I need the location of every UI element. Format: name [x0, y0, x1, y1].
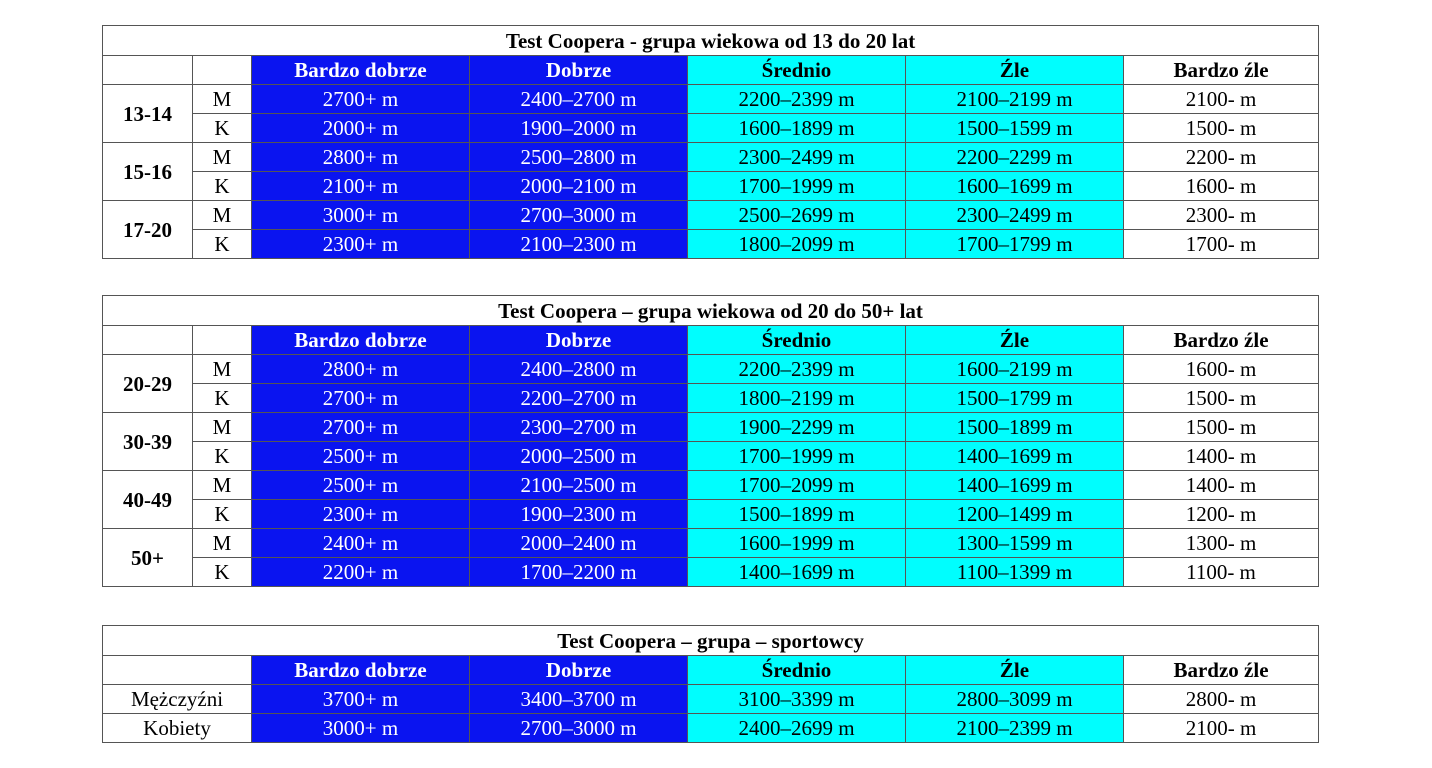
value-cell: 1700–2099 m	[688, 471, 906, 500]
value-cell: 1500- m	[1124, 413, 1319, 442]
sex-cell: K	[193, 384, 252, 413]
value-cell: 1200–1499 m	[906, 500, 1124, 529]
value-cell: 2400–2800 m	[470, 355, 688, 384]
header-very-bad: Bardzo źle	[1124, 326, 1319, 355]
value-cell: 1100- m	[1124, 558, 1319, 587]
value-cell: 1500–1899 m	[906, 413, 1124, 442]
table-row	[103, 114, 1319, 143]
value-cell: 2500+ m	[252, 471, 470, 500]
table-row	[103, 558, 1319, 587]
value-cell: 1400- m	[1124, 471, 1319, 500]
header-bad: Źle	[906, 56, 1124, 85]
age-group-cell: 17-20	[103, 201, 193, 259]
value-cell: 2800+ m	[252, 355, 470, 384]
value-cell: 1300–1599 m	[906, 529, 1124, 558]
value-cell: 1600- m	[1124, 355, 1319, 384]
table-row	[103, 355, 1319, 384]
value-cell: 3400–3700 m	[470, 685, 688, 714]
header-good: Dobrze	[470, 656, 688, 685]
value-cell: 2400+ m	[252, 529, 470, 558]
value-cell: 2200–2399 m	[688, 85, 906, 114]
value-cell: 2100–2300 m	[470, 230, 688, 259]
group-cell: Kobiety	[103, 714, 252, 743]
sex-cell: M	[193, 143, 252, 172]
value-cell: 2100- m	[1124, 85, 1319, 114]
value-cell: 1600–1699 m	[906, 172, 1124, 201]
age-group-cell: 50+	[103, 529, 193, 587]
table-row	[103, 413, 1319, 442]
value-cell: 2500+ m	[252, 442, 470, 471]
value-cell: 2100- m	[1124, 714, 1319, 743]
value-cell: 1400–1699 m	[906, 442, 1124, 471]
sex-cell: M	[193, 413, 252, 442]
age-group-cell: 15-16	[103, 143, 193, 201]
header-blank-cell	[193, 326, 252, 355]
value-cell: 1500- m	[1124, 384, 1319, 413]
header-blank-cell	[103, 326, 193, 355]
header-blank-cell	[103, 656, 252, 685]
value-cell: 2800–3099 m	[906, 685, 1124, 714]
value-cell: 1900–2299 m	[688, 413, 906, 442]
value-cell: 2700+ m	[252, 85, 470, 114]
sex-cell: K	[193, 442, 252, 471]
header-average: Średnio	[688, 656, 906, 685]
value-cell: 1700–2200 m	[470, 558, 688, 587]
header-good: Dobrze	[470, 56, 688, 85]
value-cell: 1500–1599 m	[906, 114, 1124, 143]
value-cell: 1900–2300 m	[470, 500, 688, 529]
header-very-bad: Bardzo źle	[1124, 56, 1319, 85]
value-cell: 1500–1899 m	[688, 500, 906, 529]
table-row	[103, 143, 1319, 172]
value-cell: 1400–1699 m	[688, 558, 906, 587]
value-cell: 2500–2699 m	[688, 201, 906, 230]
value-cell: 2100+ m	[252, 172, 470, 201]
table-row	[103, 172, 1319, 201]
value-cell: 2200–2399 m	[688, 355, 906, 384]
header-blank-cell	[193, 56, 252, 85]
value-cell: 2200–2299 m	[906, 143, 1124, 172]
table-row	[103, 201, 1319, 230]
table-row	[103, 529, 1319, 558]
value-cell: 2100–2399 m	[906, 714, 1124, 743]
table-row	[103, 230, 1319, 259]
value-cell: 2700–3000 m	[470, 714, 688, 743]
value-cell: 1700–1999 m	[688, 442, 906, 471]
value-cell: 3100–3399 m	[688, 685, 906, 714]
header-very-good: Bardzo dobrze	[252, 326, 470, 355]
value-cell: 1600–1999 m	[688, 529, 906, 558]
cooper-table-athletes	[102, 625, 1319, 743]
value-cell: 1500- m	[1124, 114, 1319, 143]
value-cell: 2500–2800 m	[470, 143, 688, 172]
value-cell: 2100–2199 m	[906, 85, 1124, 114]
header-average: Średnio	[688, 326, 906, 355]
table-row	[103, 500, 1319, 529]
value-cell: 1800–2099 m	[688, 230, 906, 259]
value-cell: 1100–1399 m	[906, 558, 1124, 587]
value-cell: 3000+ m	[252, 714, 470, 743]
sex-cell: M	[193, 355, 252, 384]
table-body	[103, 296, 1319, 587]
table-title: Test Coopera – grupa – sportowcy	[103, 626, 1319, 656]
age-group-cell: 13-14	[103, 85, 193, 143]
value-cell: 1600–1899 m	[688, 114, 906, 143]
cooper-table-20-50	[102, 295, 1319, 587]
value-cell: 2700–3000 m	[470, 201, 688, 230]
value-cell: 1200- m	[1124, 500, 1319, 529]
age-group-cell: 20-29	[103, 355, 193, 413]
value-cell: 1600–2199 m	[906, 355, 1124, 384]
table-title: Test Coopera – grupa wiekowa od 20 do 50+ lat	[103, 296, 1319, 326]
table-body	[103, 26, 1319, 259]
sex-cell: M	[193, 201, 252, 230]
value-cell: 1400- m	[1124, 442, 1319, 471]
header-good: Dobrze	[470, 326, 688, 355]
value-cell: 2700+ m	[252, 384, 470, 413]
value-cell: 2300+ m	[252, 500, 470, 529]
age-group-cell: 30-39	[103, 413, 193, 471]
sex-cell: M	[193, 471, 252, 500]
cooper-table-13-20	[102, 25, 1319, 259]
header-row	[103, 56, 1319, 85]
value-cell: 2300- m	[1124, 201, 1319, 230]
header-average: Średnio	[688, 56, 906, 85]
value-cell: 1700–1999 m	[688, 172, 906, 201]
sex-cell: K	[193, 230, 252, 259]
value-cell: 2000–2400 m	[470, 529, 688, 558]
table-row	[103, 442, 1319, 471]
table-row	[103, 85, 1319, 114]
group-cell: Mężczyźni	[103, 685, 252, 714]
value-cell: 3000+ m	[252, 201, 470, 230]
header-blank-cell	[103, 56, 193, 85]
value-cell: 1500–1799 m	[906, 384, 1124, 413]
table-body	[103, 626, 1319, 743]
value-cell: 1600- m	[1124, 172, 1319, 201]
value-cell: 2300–2499 m	[906, 201, 1124, 230]
value-cell: 2300–2700 m	[470, 413, 688, 442]
sex-cell: M	[193, 529, 252, 558]
value-cell: 2400–2700 m	[470, 85, 688, 114]
header-very-good: Bardzo dobrze	[252, 56, 470, 85]
value-cell: 3700+ m	[252, 685, 470, 714]
value-cell: 2300–2499 m	[688, 143, 906, 172]
value-cell: 1700–1799 m	[906, 230, 1124, 259]
title-row	[103, 26, 1319, 56]
header-bad: Źle	[906, 326, 1124, 355]
value-cell: 2800+ m	[252, 143, 470, 172]
sex-cell: K	[193, 500, 252, 529]
value-cell: 2100–2500 m	[470, 471, 688, 500]
table-row	[103, 714, 1319, 743]
table-row	[103, 471, 1319, 500]
sex-cell: M	[193, 85, 252, 114]
table-title: Test Coopera - grupa wiekowa od 13 do 20 lat	[103, 26, 1319, 56]
title-row	[103, 626, 1319, 656]
sex-cell: K	[193, 558, 252, 587]
value-cell: 1400–1699 m	[906, 471, 1124, 500]
age-group-cell: 40-49	[103, 471, 193, 529]
header-row	[103, 656, 1319, 685]
value-cell: 2400–2699 m	[688, 714, 906, 743]
value-cell: 1900–2000 m	[470, 114, 688, 143]
value-cell: 1300- m	[1124, 529, 1319, 558]
table-row	[103, 384, 1319, 413]
sex-cell: K	[193, 172, 252, 201]
value-cell: 2000+ m	[252, 114, 470, 143]
value-cell: 1700- m	[1124, 230, 1319, 259]
title-row	[103, 296, 1319, 326]
value-cell: 2200–2700 m	[470, 384, 688, 413]
value-cell: 2000–2100 m	[470, 172, 688, 201]
value-cell: 2700+ m	[252, 413, 470, 442]
header-very-bad: Bardzo źle	[1124, 656, 1319, 685]
header-row	[103, 326, 1319, 355]
value-cell: 2800- m	[1124, 685, 1319, 714]
header-very-good: Bardzo dobrze	[252, 656, 470, 685]
value-cell: 2200+ m	[252, 558, 470, 587]
value-cell: 2300+ m	[252, 230, 470, 259]
value-cell: 2200- m	[1124, 143, 1319, 172]
table-row	[103, 685, 1319, 714]
value-cell: 2000–2500 m	[470, 442, 688, 471]
value-cell: 1800–2199 m	[688, 384, 906, 413]
header-bad: Źle	[906, 656, 1124, 685]
sex-cell: K	[193, 114, 252, 143]
